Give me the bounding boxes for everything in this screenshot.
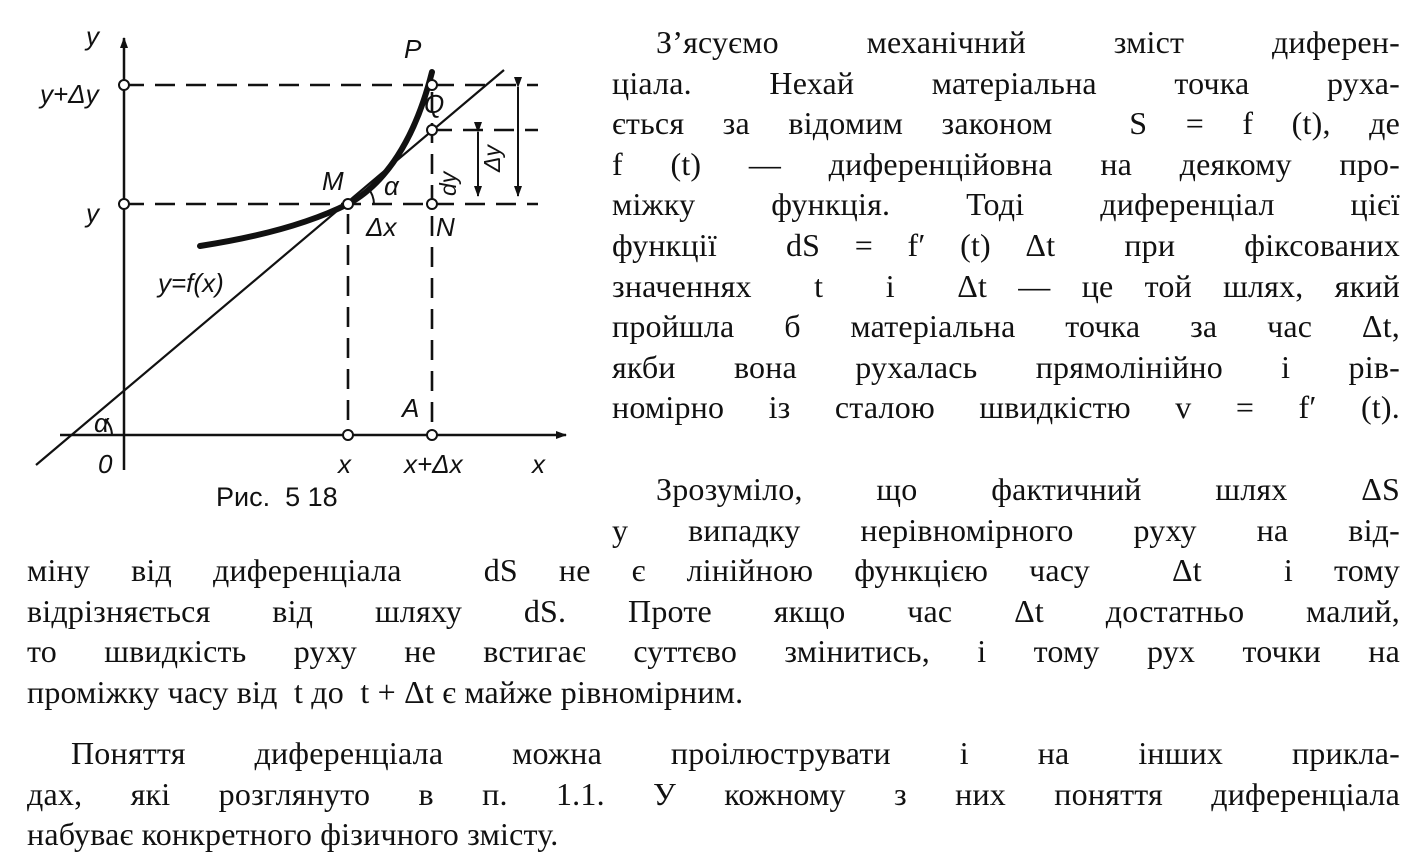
curve-f-x — [200, 72, 432, 246]
text-line: З’ясуємо механічний зміст диферен- — [656, 24, 1400, 60]
label-a: A — [402, 393, 420, 423]
paragraph-actual-path-bottom — [27, 550, 1400, 712]
point-y-plus-dy — [119, 80, 129, 90]
label-origin: 0 — [98, 449, 113, 479]
text-line: пройшла б матеріальна точка за час Δt, — [612, 308, 1400, 345]
paragraph-mechanical-meaning — [612, 22, 1400, 428]
paragraph-other-examples — [27, 733, 1400, 855]
text-line: проміжку часу від t до t + Δt є майже рівномірним. — [27, 673, 744, 710]
label-dy-small: dy — [435, 171, 461, 196]
text-line: номірно із сталою швидкістю v = f′ (t). — [612, 389, 1400, 426]
label-x-plus-dx: x+Δx — [404, 449, 463, 479]
label-alpha-m: α — [384, 171, 399, 201]
text-line: функції dS = f′ (t) Δt при фіксованих — [612, 226, 1400, 263]
label-y: y — [86, 198, 99, 228]
label-x: x — [338, 449, 351, 479]
point-n — [427, 199, 437, 209]
text-line: дах, які розглянуто в п. 1.1. У кожному з них поняття диференціала — [27, 775, 1400, 812]
point-q — [427, 125, 437, 135]
text-line: ціала. Нехай матеріальна точка руха- — [612, 64, 1400, 101]
text-line: міну від диференціала dS не є лінійною функцією часу Δt і тому — [27, 552, 1400, 588]
text-line: у випадку нерівномірного руху на від- — [612, 511, 1400, 548]
text-line: ється за відомим законом S = f (t), де — [612, 105, 1400, 142]
text-line: Зрозуміло, що фактичний шлях ΔS — [656, 471, 1400, 507]
text-line: якби вона рухалась прямолінійно і рів- — [612, 348, 1400, 385]
text-line: відрізняється від шляху dS. Проте якщо час Δt достатньо малий, — [27, 592, 1400, 629]
text-line: f (t) — диференційовна на деякому про- — [612, 145, 1400, 182]
label-y-plus-dy: y+Δy — [40, 79, 99, 109]
point-m — [343, 199, 353, 209]
label-p: P — [404, 34, 422, 64]
point-y — [119, 199, 129, 209]
tangent-differential-figure — [0, 0, 600, 540]
text-line: набуває конкретного фізичного змісту. — [27, 816, 559, 853]
paragraph-actual-path-top — [612, 469, 1400, 550]
point-x-plus-dx — [427, 430, 437, 440]
label-x-axis: x — [532, 449, 545, 479]
figure-caption: Рис. 5 18 — [216, 482, 338, 512]
label-n: N — [436, 212, 455, 242]
label-dx: Δx — [366, 212, 397, 242]
label-curve: y=f(x) — [158, 268, 224, 298]
label-delta-y: Δy — [479, 145, 505, 172]
text-line: значеннях t і Δt — це той шлях, який — [612, 267, 1400, 304]
label-alpha-o: α — [94, 408, 109, 438]
label-q: Q — [424, 89, 445, 119]
label-m: M — [322, 166, 344, 196]
text-line: міжку функція. Тоді диференціал цієї — [612, 186, 1400, 223]
text-line: то швидкість руху не встигає суттєво змінитись, і тому рух точки на — [27, 633, 1400, 670]
label-y-axis: y — [86, 21, 99, 51]
text-line: Поняття диференціала можна проілюструвати і на інших прикла- — [71, 735, 1400, 771]
point-x — [343, 430, 353, 440]
